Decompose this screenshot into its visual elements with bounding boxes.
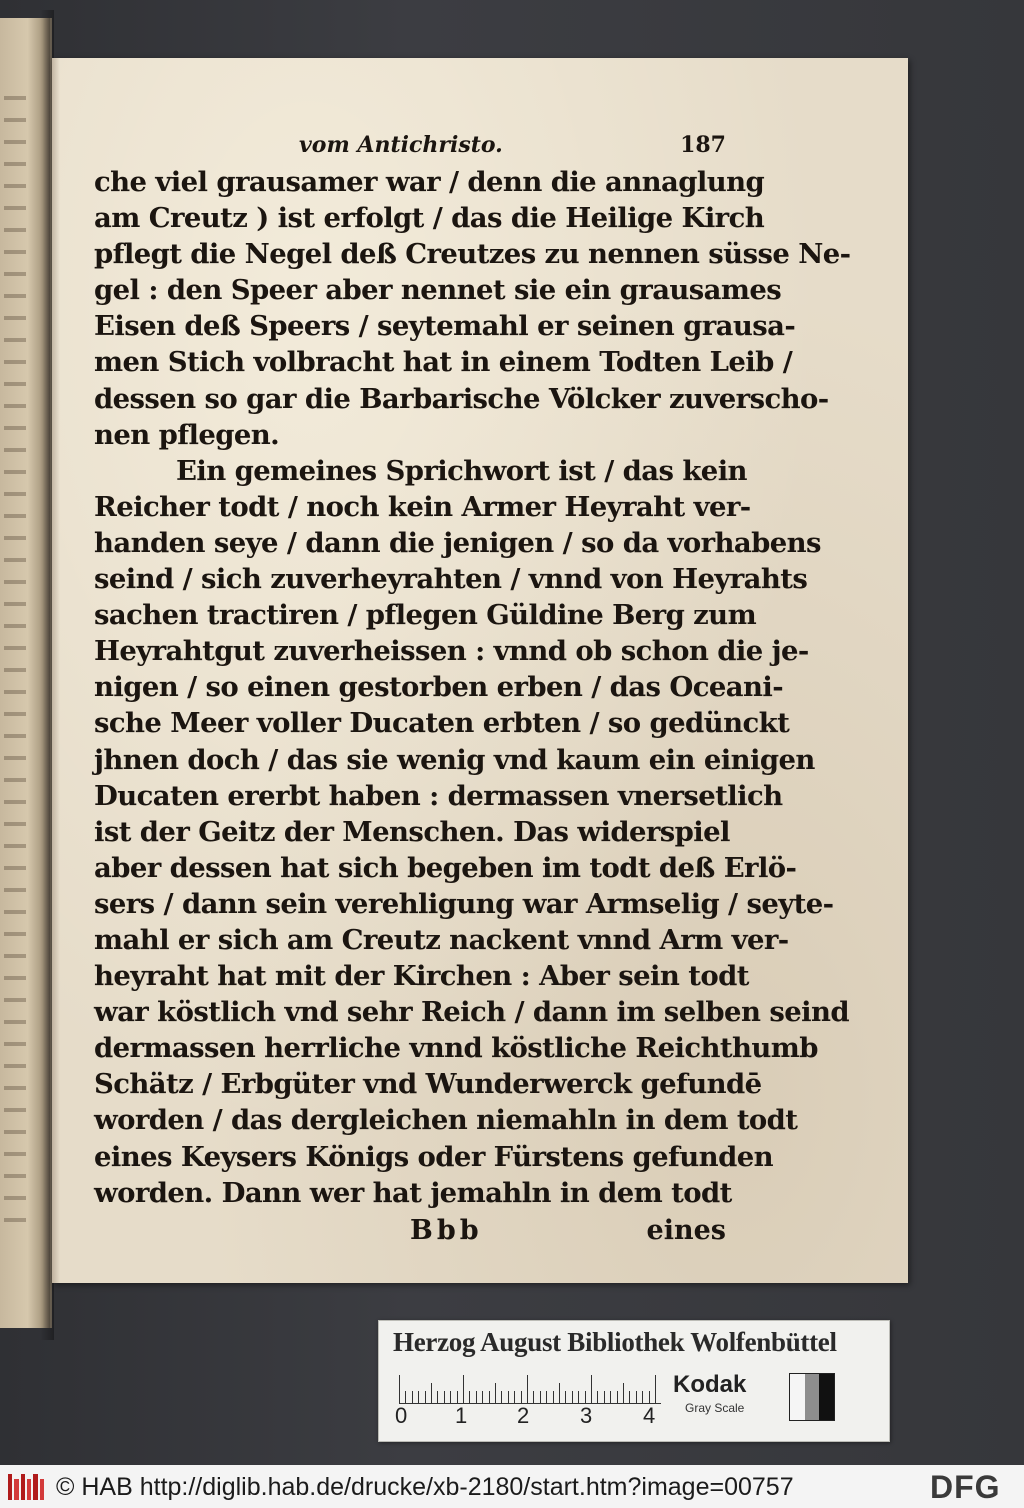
ruler-tick <box>527 1375 528 1403</box>
signature-mark: Bbb <box>410 1214 483 1246</box>
ruler-tick <box>591 1375 592 1403</box>
text-line: gel : den Speer aber nennet sie ein grausames <box>94 274 782 307</box>
text-line: am Creutz ) ist erfolgt / das die Heilige Kirch <box>94 202 765 235</box>
scale-number: 0 <box>395 1403 408 1428</box>
ruler-tick <box>425 1391 426 1403</box>
book-page <box>52 58 908 1283</box>
gray-patch-mid <box>805 1374 820 1420</box>
scale-number: 2 <box>517 1403 530 1428</box>
scale-number: 1 <box>455 1403 468 1428</box>
scale-ruler <box>399 1373 661 1404</box>
ruler-tick <box>457 1391 458 1403</box>
text-line: heyraht hat mit der Kirchen : Aber sein todt <box>94 960 749 993</box>
ruler-tick <box>521 1391 522 1403</box>
scale-number: 4 <box>643 1403 656 1428</box>
ruler-tick <box>495 1383 496 1403</box>
text-line: men Stich volbracht hat in einem Todten Leib / <box>94 346 793 379</box>
ruler-tick <box>399 1375 400 1403</box>
viewer-footer <box>0 1465 1024 1508</box>
page-footer <box>94 1213 726 1253</box>
kodak-logo: Kodak <box>673 1371 747 1398</box>
scale-number: 3 <box>580 1403 593 1428</box>
scale-numbers <box>393 1403 673 1433</box>
catchword: eines <box>646 1214 726 1246</box>
ruler-tick <box>444 1391 445 1403</box>
text-line: nigen / so einen gestorben erben / das Oceani- <box>94 671 784 704</box>
ruler-tick <box>540 1391 541 1403</box>
ruler-tick <box>553 1391 554 1403</box>
ruler-tick <box>655 1375 656 1403</box>
ruler-tick <box>617 1391 618 1403</box>
text-line: sachen tractiren / pflegen Güldine Berg zum <box>94 599 757 632</box>
gray-scale-patches <box>789 1373 835 1421</box>
text-line: seind / sich zuverheyrahten / vnnd von Heyrahts <box>94 563 808 596</box>
ruler-tick <box>585 1391 586 1403</box>
kodak-subtitle: Gray Scale <box>685 1401 745 1415</box>
ruler-tick <box>636 1391 637 1403</box>
text-line: nen pflegen. <box>94 418 280 451</box>
running-head: vom Antichristo. <box>299 132 503 158</box>
hab-logo-icon <box>8 1474 44 1500</box>
ruler-tick <box>572 1391 573 1403</box>
gray-patch-black <box>819 1374 834 1420</box>
ruler-tick <box>405 1391 406 1403</box>
text-line: worden. Dann wer hat jemahln in dem todt <box>94 1176 732 1209</box>
text-line: sers / dann sein verehligung war Armselig / seyte- <box>94 887 834 920</box>
ruler-tick <box>559 1383 560 1403</box>
text-line: Reicher todt / noch kein Armer Heyraht ver- <box>94 490 751 523</box>
ruler-tick <box>597 1391 598 1403</box>
ruler-tick <box>482 1391 483 1403</box>
ruler-tick <box>450 1391 451 1403</box>
ruler-tick <box>623 1383 624 1403</box>
target-title: Herzog August Bibliothek Wolfenbüttel <box>393 1327 837 1357</box>
page-number: 187 <box>680 132 726 158</box>
ruler-tick <box>604 1391 605 1403</box>
text-line: worden / das dergleichen niemahln in dem todt <box>94 1104 798 1137</box>
ruler-tick <box>501 1391 502 1403</box>
ruler-tick <box>629 1391 630 1403</box>
text-line: war köstlich vnd sehr Reich / dann im selben seind <box>94 996 849 1029</box>
text-line: jhnen doch / das sie wenig vnd kaum ein einigen <box>94 743 815 776</box>
source-link[interactable]: © HAB http://diglib.hab.de/drucke/xb-2180/start.htm?image=00757 <box>56 1473 794 1501</box>
text-line: dessen so gar die Barbarische Völcker zuverscho- <box>94 382 829 415</box>
text-line: sche Meer voller Ducaten erbten / so gedünckt <box>94 707 790 740</box>
page-header <box>94 128 726 164</box>
ruler-tick <box>514 1391 515 1403</box>
dfg-logo: DFG <box>930 1469 1001 1505</box>
text-line: Eisen deß Speers / seytemahl er seinen grausa- <box>94 310 796 343</box>
text-line: mahl er sich am Creutz nackent vnnd Arm ver- <box>94 923 789 956</box>
ruler-tick <box>642 1391 643 1403</box>
text-line: pflegt die Negel deß Creutzes zu nennen süsse Ne- <box>94 238 851 271</box>
ruler-tick <box>533 1391 534 1403</box>
ruler-tick <box>463 1375 464 1403</box>
color-target-card <box>378 1320 890 1442</box>
ruler-tick <box>431 1383 432 1403</box>
ruler-tick <box>437 1391 438 1403</box>
ruler-tick <box>578 1391 579 1403</box>
text-line: aber dessen hat sich begeben im todt deß Erlö- <box>94 851 797 884</box>
text-line: che viel grausamer war / denn die annaglung <box>94 166 765 198</box>
ruler-tick <box>565 1391 566 1403</box>
ruler-tick <box>418 1391 419 1403</box>
text-line: eines Keysers Königs oder Fürstens gefunden <box>94 1140 773 1173</box>
text-line: dermassen herrliche vnnd köstliche Reichthumb <box>94 1032 818 1065</box>
ruler-tick <box>476 1391 477 1403</box>
ruler-tick <box>412 1391 413 1403</box>
ruler-tick <box>489 1391 490 1403</box>
ruler-tick <box>469 1391 470 1403</box>
ruler-tick <box>546 1391 547 1403</box>
page-edge-shadow <box>52 58 60 1283</box>
text-line: Schätz / Erbgüter vnd Wunderwerck gefundē <box>94 1068 762 1101</box>
ruler-tick <box>508 1391 509 1403</box>
text-line: Ein gemeines Sprichwort ist / das kein <box>176 454 747 487</box>
text-line: handen seye / dann die jenigen / so da vorhabens <box>94 526 821 559</box>
text-line: ist der Geitz der Menschen. Das widerspiel <box>94 815 730 848</box>
previous-leaf-text-marks <box>4 78 26 1228</box>
ruler-tick <box>649 1391 650 1403</box>
ruler-tick <box>610 1391 611 1403</box>
text-block <box>94 128 851 1253</box>
gray-patch-white <box>790 1374 805 1420</box>
text-line: Ducaten ererbt haben : dermassen vnersetlich <box>94 779 783 812</box>
text-line: Heyrahtgut zuverheissen : vnnd ob schon die je- <box>94 635 809 668</box>
